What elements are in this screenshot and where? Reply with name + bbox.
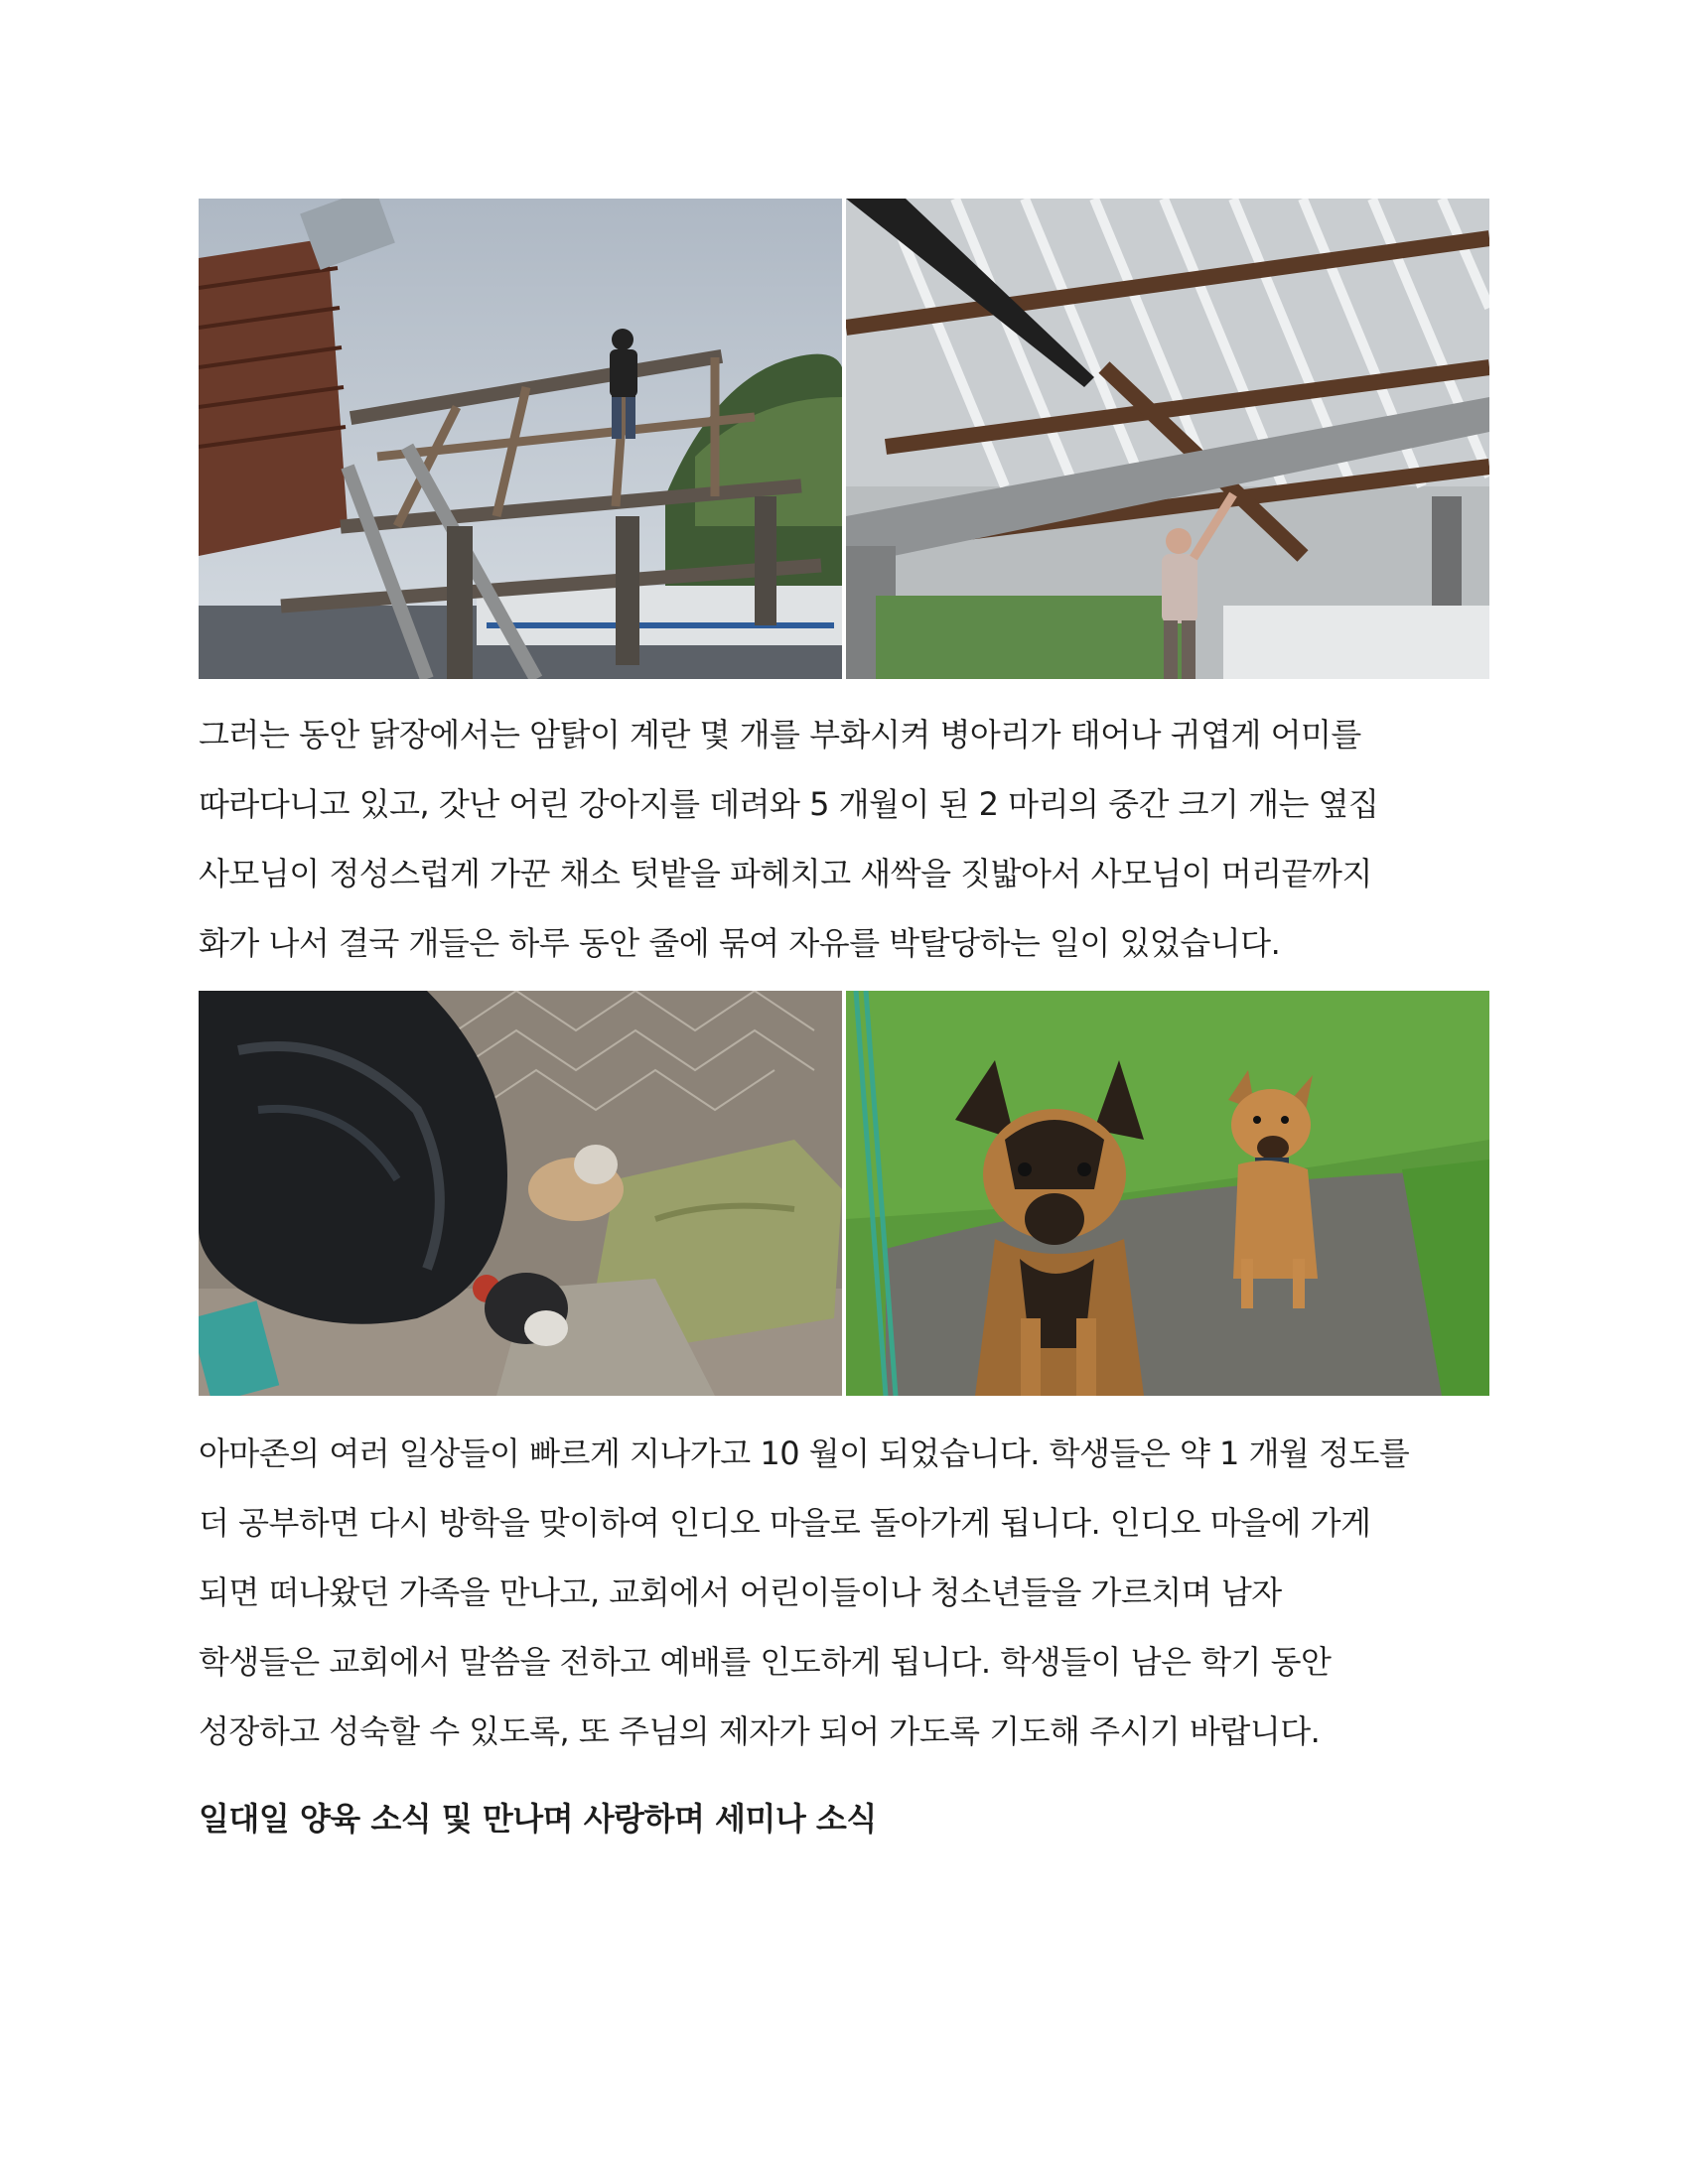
paragraph-line: 그러는 동안 닭장에서는 암탉이 계란 몇 개를 부화시켜 병아리가 태어나 귀엽게 어미를	[199, 716, 1361, 753]
paragraph-chickens-dogs	[199, 700, 1499, 978]
paragraph-line: 학생들은 교회에서 말씀을 전하고 예배를 인도하게 됩니다. 학생들이 남은 학기 동안	[199, 1643, 1332, 1681]
photo-two-dogs	[846, 991, 1489, 1396]
section-heading: 일대일 양육 소식 및 만나며 사랑하며 세미나 소식	[199, 1800, 877, 1838]
photo-row-construction	[199, 199, 1489, 679]
photo-man-on-roof-frame	[199, 199, 842, 679]
paragraph-line: 더 공부하면 다시 방학을 맞이하여 인디오 마을로 돌아가게 됩니다. 인디오 마을에 가게	[199, 1504, 1371, 1542]
paragraph-line: 되면 떠나왔던 가족을 만나고, 교회에서 어린이들이나 청소년들을 가르치며 남자	[199, 1573, 1282, 1611]
paragraph-line: 따라다니고 있고, 갓난 어린 강아지를 데려와 5 개월이 된 2 마리의 중간 크기 개는 옆집	[199, 785, 1379, 823]
paragraph-october-students	[199, 1419, 1499, 1766]
paragraph-line: 사모님이 정성스럽게 가꾼 채소 텃밭을 파헤치고 새싹을 짓밟아서 사모님이 머리끝까지	[199, 855, 1372, 892]
paragraph-line: 화가 나서 결국 개들은 하루 동안 줄에 묶여 자유를 박탈당하는 일이 있었습니다.	[199, 924, 1281, 962]
paragraph-line: 아마존의 여러 일상들이 빠르게 지나가고 10 월이 되었습니다. 학생들은 약 1 개월 정도를	[199, 1434, 1410, 1472]
photo-hen-with-chicks	[199, 991, 842, 1396]
paragraph-line: 성장하고 성숙할 수 있도록, 또 주님의 제자가 되어 가도록 기도해 주시기 바랍니다.	[199, 1712, 1321, 1750]
photo-man-under-roof	[846, 199, 1489, 679]
photo-row-animals	[199, 991, 1489, 1396]
